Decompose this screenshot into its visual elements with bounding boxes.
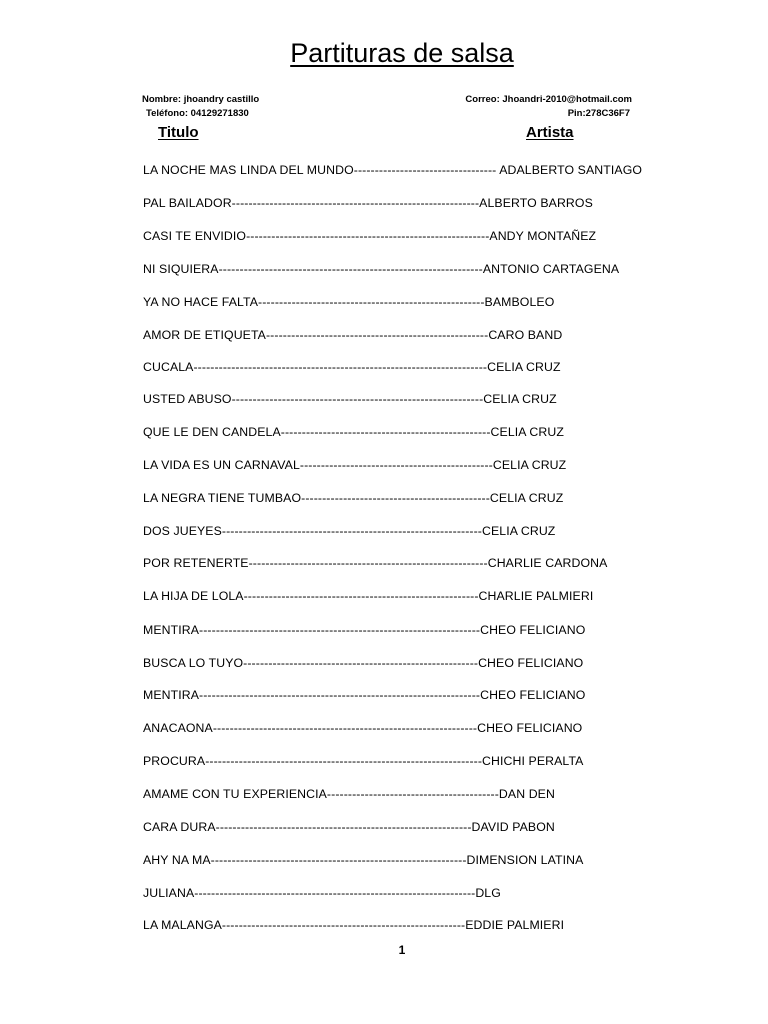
column-header-artista: Artista	[526, 124, 574, 141]
song-row: POR RETENERTE---------------------------------------------------------CHARLIE CARDONA	[143, 556, 608, 570]
song-row: BUSCA LO TUYO--------------------------------------------------------CHEO FELICIANO	[143, 656, 584, 670]
song-row: AMOR DE ETIQUETA-----------------------------------------------------CARO BAND	[143, 328, 563, 342]
song-row: YA NO HACE FALTA------------------------------------------------------BAMBOLEO	[143, 295, 555, 309]
author-pin: Pin:278C36F7	[567, 108, 630, 119]
song-row: MENTIRA-------------------------------------------------------------------CHEO FELICIANO	[143, 688, 586, 702]
song-row: MENTIRA-------------------------------------------------------------------CHEO FELICIANO	[143, 623, 586, 637]
song-row: AHY NA MA-------------------------------------------------------------DIMENSION LATINA	[143, 853, 584, 867]
author-name: Nombre: jhoandry castillo	[142, 94, 260, 105]
song-row: LA HIJA DE LOLA--------------------------------------------------------CHARLIE PALMIERI	[143, 589, 594, 603]
song-row: ANACAONA---------------------------------------------------------------CHEO FELICIANO	[143, 721, 583, 735]
song-row: AMAME CON TU EXPERIENCIA-----------------------------------------DAN DEN	[143, 787, 555, 801]
song-row: LA MALANGA----------------------------------------------------------EDDIE PALMIERI	[143, 918, 565, 932]
song-row: USTED ABUSO------------------------------------------------------------CELIA CRUZ	[143, 392, 557, 406]
page-number: 1	[398, 943, 406, 957]
song-row: QUE LE DEN CANDELA--------------------------------------------------CELIA CRUZ	[143, 425, 564, 439]
song-row: DOS JUEYES--------------------------------------------------------------CELIA CRUZ	[143, 524, 556, 538]
author-email: Correo: Jhoandri-2010@hotmail.com	[465, 94, 632, 105]
song-row: NI SIQUIERA---------------------------------------------------------------ANTONIO CARTAGENA	[143, 262, 620, 276]
author-phone: Teléfono: 04129271830	[146, 108, 249, 119]
song-row: CASI TE ENVIDIO----------------------------------------------------------ANDY MONTAÑEZ	[143, 229, 597, 243]
song-row: PAL BAILADOR-----------------------------------------------------------ALBERTO BARROS	[143, 196, 593, 210]
document-title: Partituras de salsa	[290, 38, 514, 68]
song-row: JULIANA-------------------------------------------------------------------DLG	[143, 886, 501, 900]
song-row: LA NEGRA TIENE TUMBAO---------------------------------------------CELIA CRUZ	[143, 491, 564, 505]
column-header-titulo: Titulo	[158, 124, 199, 141]
song-row: LA NOCHE MAS LINDA DEL MUNDO---------------------------------- ADALBERTO SANTIAGO	[143, 163, 643, 177]
song-row: CUCALA----------------------------------------------------------------------CELIA CRUZ	[143, 360, 561, 374]
song-row: CARA DURA-------------------------------------------------------------DAVID PABON	[143, 820, 555, 834]
song-row: PROCURA------------------------------------------------------------------CHICHI PERALTA	[143, 754, 584, 768]
song-row: LA VIDA ES UN CARNAVAL----------------------------------------------CELIA CRUZ	[143, 458, 567, 472]
